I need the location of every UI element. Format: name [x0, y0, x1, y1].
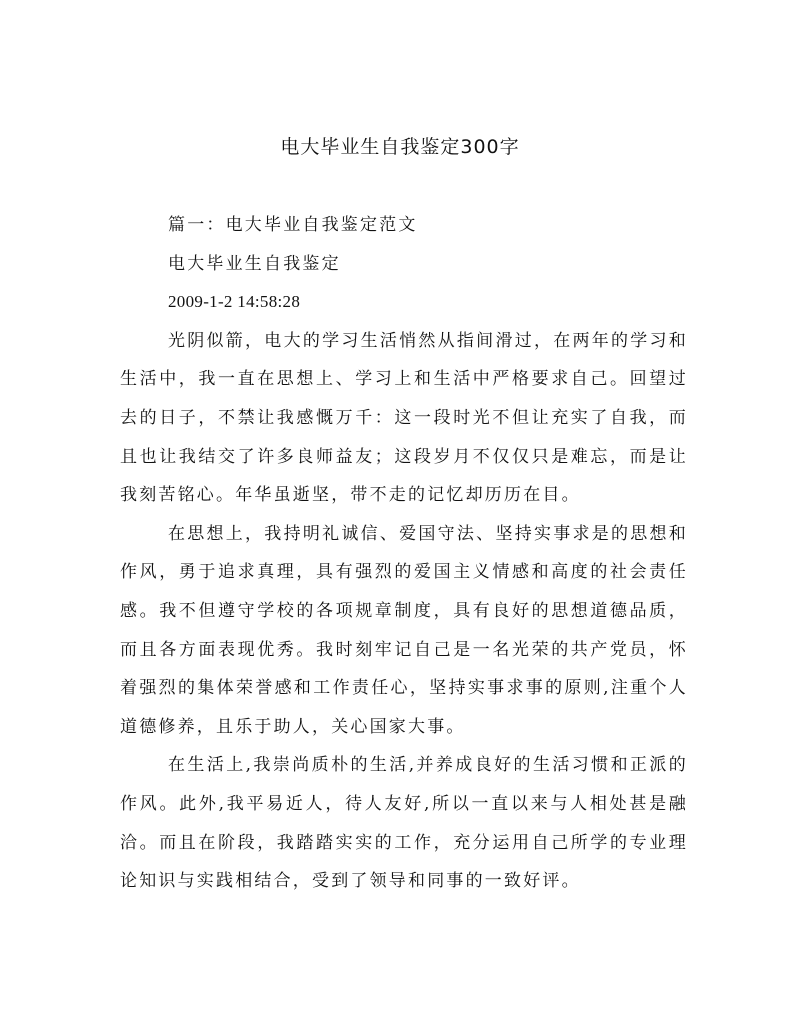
paragraph-thought: 在思想上，我持明礼诚信、爱国守法、坚持实事求是的思想和作风，勇于追求真理，具有强烈的爱国主义情感和高度的社会责任感。我不但遵守学校的各项规章制度，具有良好的思想道德品质，而且各方面表现优秀。我时刻牢记自己是一名光荣的共产党员，怀着强烈的集体荣誉感和工作责任心，坚持实事求事的原则,注重个人道德修养，且乐于助人，关心国家大事。 [120, 523, 688, 737]
document-body [120, 206, 688, 901]
paragraph-intro: 光阴似箭，电大的学习生活悄然从指间滑过，在两年的学习和生活中，我一直在思想上、学习上和生活中严格要求自己。回望过去的日子，不禁让我感慨万千：这一段时光不但让充实了自我，而且也让我结交了许多良师益友；这段岁月不仅仅只是难忘，而是让我刻苦铭心。年华虽逝坚，带不走的记忆却历历在目。 [120, 330, 688, 506]
document-title: 电大毕业生自我鉴定300字 [280, 136, 520, 158]
section-heading: 篇一：电大毕业自我鉴定范文 [168, 215, 418, 235]
document-date: 2009-1-2 14:58:28 [168, 292, 301, 312]
document-subtitle: 电大毕业生自我鉴定 [168, 253, 341, 274]
paragraph-life: 在生活上,我崇尚质朴的生活,并养成良好的生活习惯和正派的作风。此外,我平易近人，待人友好,所以一直以来与人相处甚是融洽。而且在阶段，我踏踏实实的工作，充分运用自己所学的专业理论知识与实践相结合，受到了领导和同事的一致好评。 [120, 755, 688, 892]
